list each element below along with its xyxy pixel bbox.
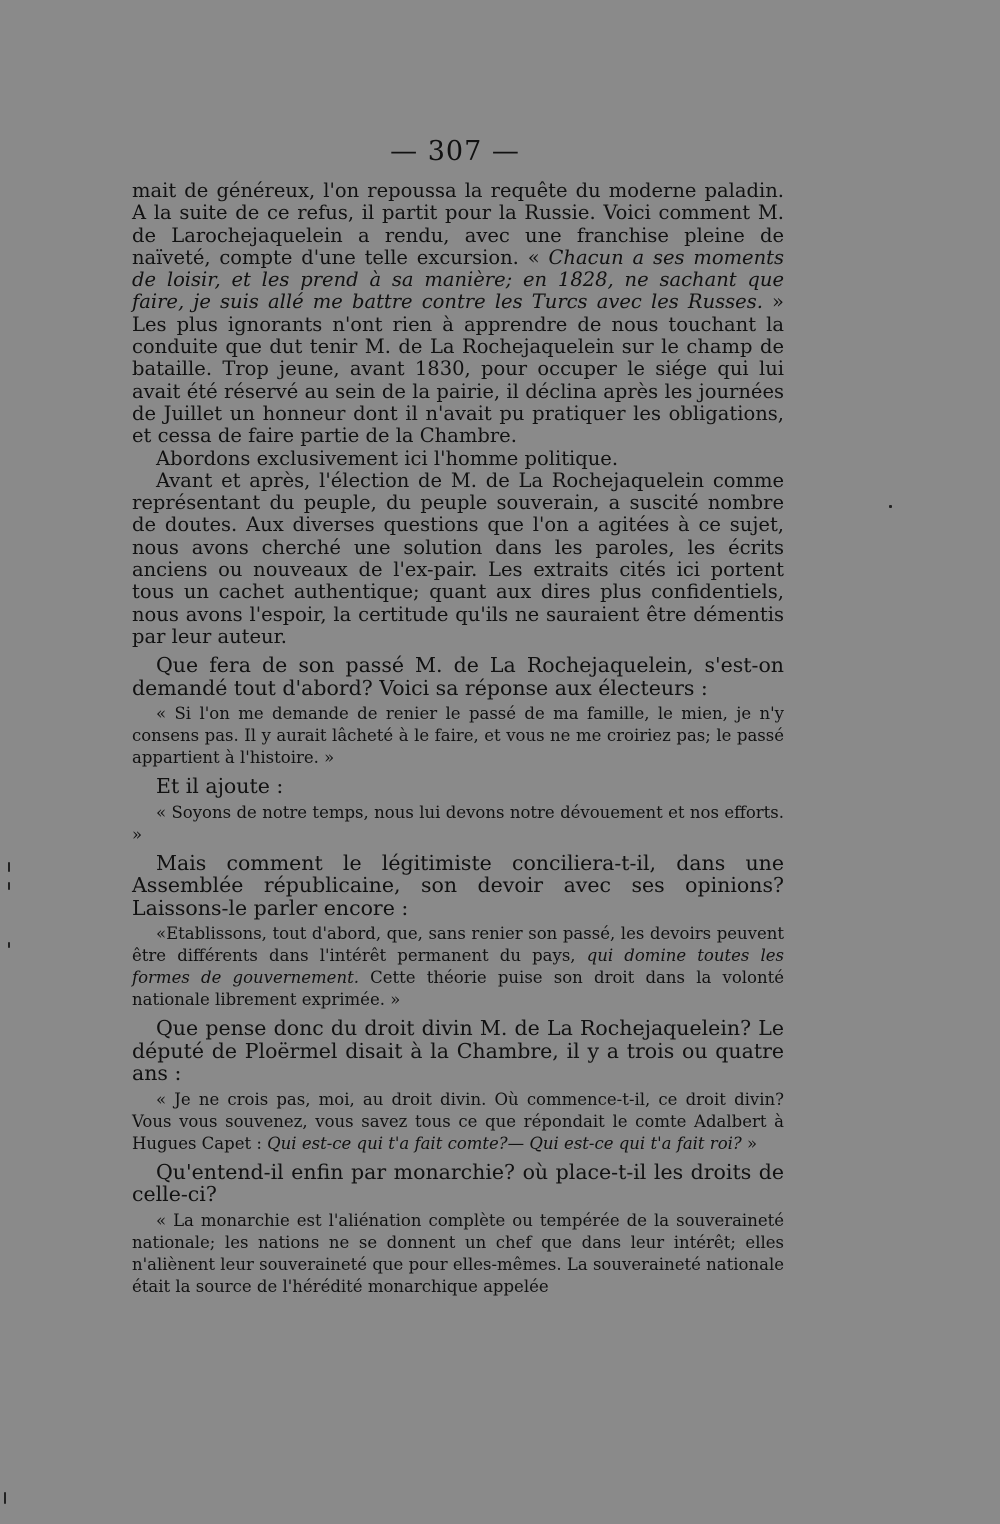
scan-speck xyxy=(4,1492,6,1504)
text-run: Abordons exclusivement ici l'homme politique. xyxy=(156,446,619,470)
scan-speck xyxy=(8,862,10,872)
text-run: «Etablissons, tout d'abord, que, sans renier son passé, les devoirs peuvent être différents dans l'intérêt permanent du pays, xyxy=(132,924,784,966)
body-paragraph xyxy=(132,448,784,470)
page-number: — 307 — xyxy=(390,136,520,167)
text-run: Qu'entend-il enfin par monarchie? où place-t-il les droits de celle-ci? xyxy=(132,1159,784,1207)
quoted-paragraph xyxy=(132,1089,784,1155)
text-run: « Soyons de notre temps, nous lui devons notre dévouement et nos efforts. » xyxy=(132,802,784,844)
italic-text: Chacun a ses moments de loisir, et les prend à sa manière; en 1828, ne sachant que faire, je suis allé me battre contre les Turcs avec les Russes. xyxy=(132,245,784,314)
text-run: Mais comment le légitimiste conciliera-t-il, dans une Assemblée républicaine, son devoir avec ses opinions? Laissons-le parler encore : xyxy=(132,850,784,920)
body-paragraph xyxy=(132,775,784,798)
body-paragraph xyxy=(132,654,784,699)
body-paragraph xyxy=(132,470,784,648)
body-paragraph xyxy=(132,852,784,920)
quoted-paragraph xyxy=(132,1210,784,1298)
text-run: Avant et après, l'élection de M. de La Rochejaquelein comme représentant du peuple, du peuple souverain, a suscité nombre de doutes. Aux diverses questions que l'on a agitées à ce sujet, nous avons cherché une solution dans les paroles, les écrits anciens ou nouveaux de l'ex-pair. Les extraits cités ici portent tous un cachet authentique; quant aux dires plus confidentiels, nous avons l'espoir, la certitude qu'ils ne sauraient être démentis par leur auteur. xyxy=(132,468,784,648)
text-run: » xyxy=(741,1133,758,1153)
text-run: Que pense donc du droit divin M. de La Rochejaquelein? Le député de Ploërmel disait à la Chambre, il y a trois ou quatre ans : xyxy=(132,1016,784,1086)
text-run: « Je ne crois pas, moi, au droit divin. Où commence-t-il, ce droit divin? Vous vous souvenez, vous savez tous ce que répondait le comte Adalbert à Hugues Capet : xyxy=(132,1089,784,1153)
text-run: Cette théorie puise son droit dans la volonté nationale librement exprimée. » xyxy=(132,968,785,1010)
text-run: mait de généreux, l'on repoussa la requête du moderne paladin. A la suite de ce refus, il partit pour la Russie. Voici comment M. de Larochejaquelein a rendu, avec une franchise pleine de naïveté, compte d'une telle excursion. « xyxy=(132,179,784,269)
text-run: Que fera de son passé M. de La Rochejaquelein, s'est-on demandé tout d'abord? Voici sa réponse aux électeurs : xyxy=(132,653,784,700)
scan-speck xyxy=(8,942,10,948)
italic-text: qui domine toutes les formes de gouvernement. xyxy=(132,946,784,988)
body-paragraph xyxy=(132,1017,784,1085)
scan-speck xyxy=(889,505,892,508)
quoted-paragraph xyxy=(132,923,784,1011)
text-run: » Les plus ignorants n'ont rien à apprendre de nous touchant la conduite que dut tenir M. de La Rochejaquelein sur le champ de bataille. Trop jeune, avant 1830, pour occuper le siége qui lui avait été réservé au sein de la pairie, il déclina après les journées de Juillet un honneur dont il n'avait pu pratiquer les obligations, et cessa de faire partie de la Chambre. xyxy=(132,290,784,448)
body-paragraph xyxy=(132,180,784,448)
page-body-text xyxy=(132,180,784,1304)
body-paragraph xyxy=(132,1161,784,1206)
text-run: « Si l'on me demande de renier le passé de ma famille, le mien, je n'y consens pas. Il y aurait lâcheté à le faire, et vous ne me croiriez pas; le passé appartient à l'histoire. » xyxy=(132,704,784,768)
text-run: « La monarchie est l'aliénation complète ou tempérée de la souveraineté nationale; les nations ne se donnent un chef que dans leur intérêt; elles n'aliènent leur souveraineté que pour elles-mêmes. La souveraineté nationale était la source de l'hérédité monarchique appelée xyxy=(132,1210,784,1296)
quoted-paragraph xyxy=(132,802,784,846)
italic-text: Qui est-ce qui t'a fait comte?— Qui est-ce qui t'a fait roi? xyxy=(267,1133,742,1153)
quoted-paragraph xyxy=(132,703,784,769)
scan-speck xyxy=(8,882,10,890)
text-run: Et il ajoute : xyxy=(156,774,284,799)
